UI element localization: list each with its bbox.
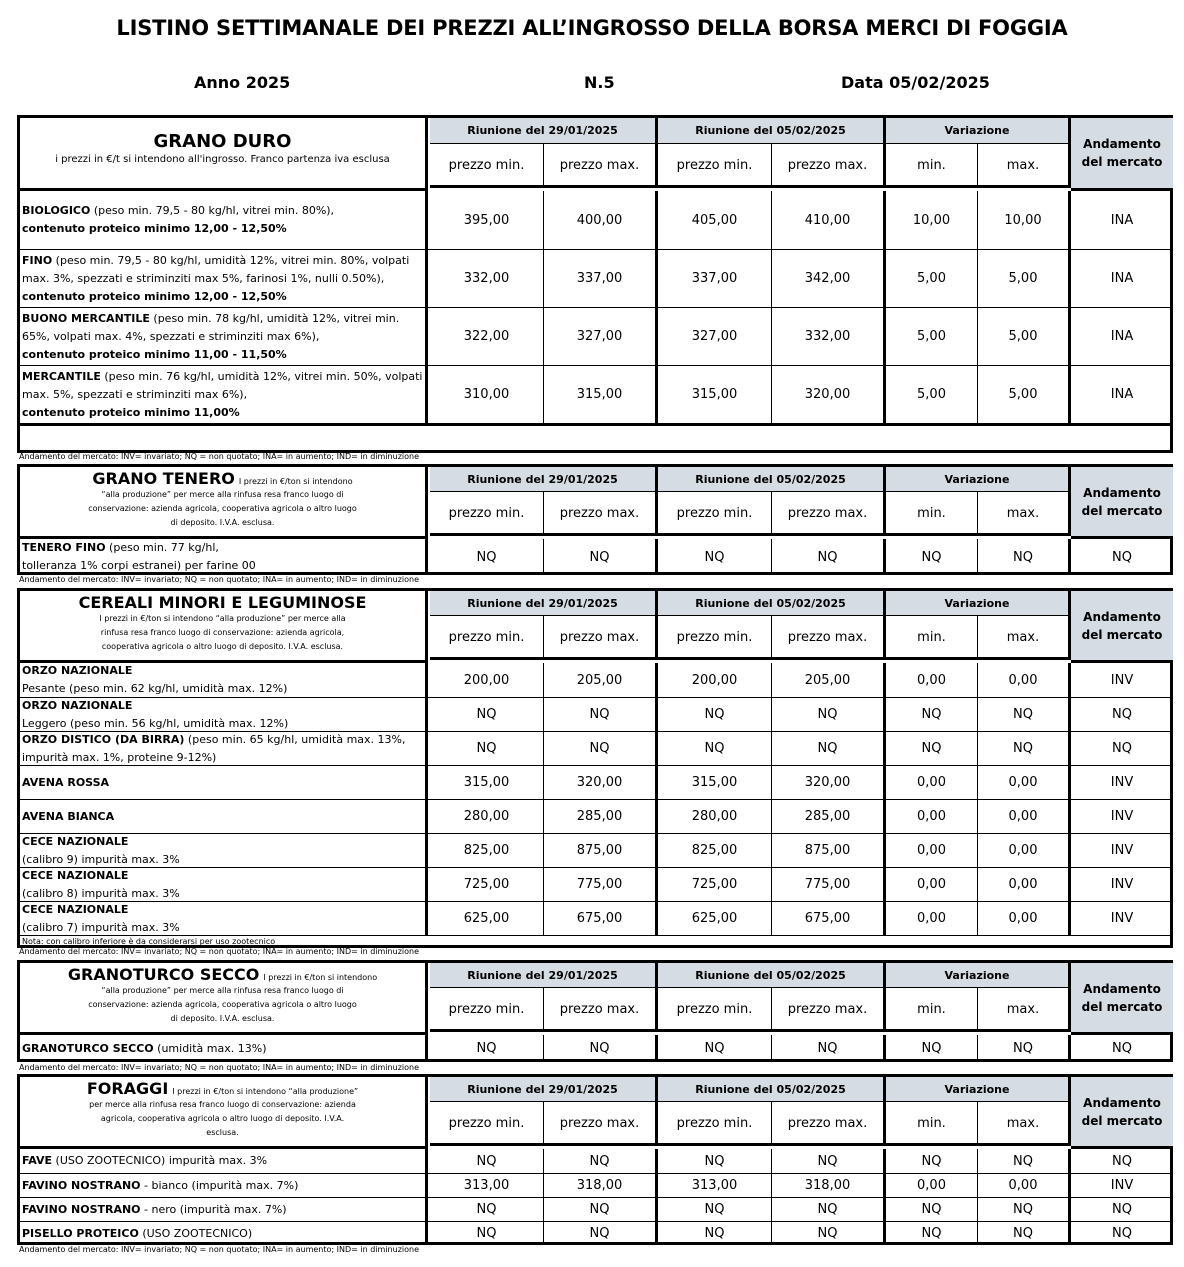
subheader-var-min: min. [886, 988, 978, 1032]
cell-prezzo-min-1: 310,00 [430, 366, 544, 423]
cell-prezzo-max-2: 410,00 [772, 191, 886, 249]
cell-var-min: NQ [886, 1222, 978, 1245]
riunione-2-header: Riunione del 05/02/2025 [658, 467, 886, 492]
cell-prezzo-max-2: 675,00 [772, 902, 886, 935]
cell-prezzo-max-2: NQ [772, 1222, 886, 1245]
cell-prezzo-min-2: 337,00 [658, 250, 772, 307]
row-label [20, 1222, 428, 1245]
subheader-var-min: min. [886, 492, 978, 536]
cell-prezzo-min-1: 200,00 [430, 663, 544, 697]
cell-prezzo-min-1: 280,00 [430, 800, 544, 833]
row-product-name: FAVINO NOSTRANO [22, 1178, 141, 1192]
cell-prezzo-min-1: NQ [430, 1149, 544, 1173]
cell-prezzo-max-1: 337,00 [544, 250, 658, 307]
table-row [20, 1149, 1170, 1173]
row-label [20, 250, 428, 307]
cell-andamento: NQ [1112, 707, 1132, 722]
row-label [20, 1035, 428, 1062]
cell-prezzo-min-1: 315,00 [430, 766, 544, 799]
cell-var-max: 0,00 [978, 663, 1071, 697]
legend-footnote: Andamento del mercato: INV= invariato; NQ = non quotato; INA= in aumento; IND= in diminuzione [19, 575, 419, 584]
section-description: I prezzi in €/ton si intendono “alla produzione” [172, 1087, 359, 1096]
row-product-spec: - bianco (impurità max. 7%) [140, 1178, 299, 1192]
andamento-header [1071, 591, 1173, 663]
cell-var-min: 0,00 [886, 800, 978, 833]
table-row [20, 365, 1170, 423]
cell-andamento: INA [1110, 212, 1134, 228]
cell-prezzo-min-2: 725,00 [658, 868, 772, 901]
row-product-name: FAVINO NOSTRANO [22, 1202, 141, 1216]
cell-andamento: INV [1110, 843, 1134, 858]
section-description: “alla produzione” per merce alla rinfusa resa franco luogo di [101, 490, 344, 499]
subheader-var-min: min. [886, 144, 978, 188]
row-label [20, 308, 428, 365]
andamento-header-label: Andamento del mercato [1081, 609, 1163, 642]
subheader-prezzo-min-1: prezzo min. [430, 144, 544, 188]
cell-prezzo-max-2: 320,00 [772, 766, 886, 799]
subheader-prezzo-min-2: prezzo min. [658, 1102, 772, 1146]
cell-prezzo-max-2: NQ [772, 1149, 886, 1173]
section-description: conservazione: azienda agricola, cooperativa agricola o altro luogo [88, 1000, 357, 1009]
legend-footnote: Andamento del mercato: INV= invariato; NQ = non quotato; INA= in aumento; IND= in diminuzione [19, 947, 419, 956]
row-product-spec: (peso min. 78 kg/hl, umidità 12%, vitrei min. 65%, volpati max. 4%, spezzati e striminziti max 6%), [22, 311, 400, 343]
legend-footnote: Andamento del mercato: INV= invariato; NQ = non quotato; INA= in aumento; IND= in diminuzione [19, 1063, 419, 1072]
subheader-prezzo-max-1: prezzo max. [544, 144, 658, 188]
row-product-name: CECE NAZIONALE [22, 868, 129, 882]
table-row [20, 539, 1170, 575]
table-row [20, 731, 1170, 765]
row-product-spec: (peso min. 65 kg/hl, umidità max. 13%, impurità max. 1%, proteine 9-12%) [22, 732, 406, 764]
cell-var-min: 0,00 [886, 902, 978, 935]
section-title-cell [20, 591, 428, 663]
cell-var-max: 0,00 [978, 766, 1071, 799]
cell-prezzo-min-2: NQ [658, 1198, 772, 1221]
cell-prezzo-max-1: 318,00 [544, 1174, 658, 1197]
cell-prezzo-max-1: 400,00 [544, 191, 658, 249]
row-product-spec: (peso min. 76 kg/hl, umidità 12%, vitrei min. 50%, volpati max. 5%, spezzati e striminziti max 6%), [22, 369, 423, 401]
row-product-detail: tolleranza 1% corpi estranei) per farine 00 [22, 559, 256, 572]
andamento-header [1071, 118, 1173, 191]
row-product-name: TENERO FINO [22, 541, 106, 554]
cell-prezzo-min-2: 280,00 [658, 800, 772, 833]
cell-var-min: NQ [886, 539, 978, 575]
cell-prezzo-max-1: 875,00 [544, 834, 658, 867]
row-product-spec: (umidità max. 13%) [153, 1041, 267, 1055]
cell-andamento: NQ [1112, 741, 1132, 756]
row-label [20, 868, 428, 901]
row-product-spec: (peso min. 79,5 - 80 kg/hl, umidità 12%, vitrei min. 80%, volpati max. 3%, spezzati e striminziti max 5%, farinosi 1%, nulli 0.50%), [22, 253, 410, 285]
table-row [20, 697, 1170, 731]
riunione-2-header: Riunione del 05/02/2025 [658, 591, 886, 616]
row-label [20, 1174, 428, 1197]
section-name: FORAGGI [86, 1079, 169, 1098]
cell-var-min: 10,00 [886, 191, 978, 249]
cell-var-max: 5,00 [978, 366, 1071, 423]
cell-var-max: 0,00 [978, 800, 1071, 833]
cell-var-min: 5,00 [886, 366, 978, 423]
row-product-detail: (calibro 9) impurità max. 3% [22, 852, 180, 866]
subheader-prezzo-max-1: prezzo max. [544, 492, 658, 536]
cell-prezzo-min-2: NQ [658, 539, 772, 575]
subheader-prezzo-max-2: prezzo max. [772, 492, 886, 536]
cell-prezzo-min-2: NQ [658, 1035, 772, 1062]
subheader-var-min: min. [886, 1102, 978, 1146]
riunione-2-header: Riunione del 05/02/2025 [658, 1077, 886, 1102]
cell-var-max: NQ [978, 698, 1071, 731]
row-product-spec: - nero (impurità max. 7%) [140, 1202, 287, 1216]
cell-prezzo-max-1: NQ [544, 732, 658, 765]
table-row [20, 1197, 1170, 1221]
cell-var-max: 5,00 [978, 308, 1071, 365]
cell-prezzo-max-2: 318,00 [772, 1174, 886, 1197]
riunione-1-header: Riunione del 29/01/2025 [430, 1077, 658, 1102]
subheader-prezzo-min-1: prezzo min. [430, 1102, 544, 1146]
subheader-prezzo-min-2: prezzo min. [658, 144, 772, 188]
cell-prezzo-min-1: 313,00 [430, 1174, 544, 1197]
table-row [20, 833, 1170, 867]
row-product-spec: (USO ZOOTECNICO) impurità max. 3% [52, 1154, 268, 1167]
table-row [20, 191, 1170, 249]
section-description: conservazione: azienda agricola, cooperativa agricola o altro luogo [88, 504, 357, 513]
cell-var-min: 0,00 [886, 1174, 978, 1197]
table-row [20, 307, 1170, 365]
cell-prezzo-max-1: NQ [544, 1198, 658, 1221]
row-label [20, 698, 428, 731]
subheader-prezzo-max-1: prezzo max. [544, 988, 658, 1032]
cell-var-max: NQ [978, 1222, 1071, 1245]
cell-var-min: 0,00 [886, 766, 978, 799]
subheader-prezzo-max-2: prezzo max. [772, 144, 886, 188]
cell-prezzo-max-2: NQ [772, 539, 886, 575]
cell-prezzo-max-1: 320,00 [544, 766, 658, 799]
section-description: I prezzi in €/ton si intendono [238, 477, 353, 486]
cell-var-min: NQ [886, 1149, 978, 1173]
section-description: di deposito. I.V.A. esclusa. [170, 1014, 275, 1023]
cell-prezzo-max-2: 875,00 [772, 834, 886, 867]
data-label: Data 05/02/2025 [841, 73, 990, 92]
cell-prezzo-min-2: NQ [658, 732, 772, 765]
cell-var-max: NQ [978, 1149, 1071, 1173]
cell-prezzo-min-1: NQ [430, 539, 544, 575]
cell-prezzo-max-1: 775,00 [544, 868, 658, 901]
cell-var-min: 0,00 [886, 834, 978, 867]
cell-var-max: NQ [978, 1198, 1071, 1221]
section-cereali [17, 588, 1173, 948]
subheader-var-max: max. [978, 492, 1071, 536]
section-title-cell [20, 963, 428, 1035]
cell-var-min: NQ [886, 698, 978, 731]
riunione-1-header: Riunione del 29/01/2025 [430, 118, 658, 144]
cell-prezzo-max-1: 315,00 [544, 366, 658, 423]
cell-andamento: INV [1110, 672, 1134, 688]
row-label [20, 732, 428, 765]
subheader-var-max: max. [978, 1102, 1071, 1146]
cell-prezzo-min-1: 395,00 [430, 191, 544, 249]
cell-var-min: 5,00 [886, 250, 978, 307]
cell-prezzo-max-2: 332,00 [772, 308, 886, 365]
section-description: esclusa. [206, 1128, 239, 1137]
section-title-cell [20, 467, 428, 539]
cell-prezzo-max-2: 285,00 [772, 800, 886, 833]
row-protein-content: contenuto proteico minimo 11,00 - 11,50% [22, 347, 287, 361]
andamento-header-label: Andamento del mercato [1081, 137, 1163, 169]
cell-var-max: NQ [978, 539, 1071, 575]
row-product-name: ORZO DISTICO (DA BIRRA) [22, 732, 185, 746]
cell-var-min: NQ [886, 1035, 978, 1062]
section-name: GRANOTURCO SECCO [67, 965, 260, 984]
variazione-header: Variazione [886, 118, 1071, 144]
riunione-2-header: Riunione del 05/02/2025 [658, 963, 886, 988]
cell-prezzo-min-2: 315,00 [658, 366, 772, 423]
subheader-prezzo-min-1: prezzo min. [430, 988, 544, 1032]
cell-prezzo-max-2: 775,00 [772, 868, 886, 901]
row-label [20, 800, 428, 833]
cell-prezzo-max-2: NQ [772, 732, 886, 765]
subheader-var-max: max. [978, 144, 1071, 188]
section-description: I prezzi in €/ton si intendono “alla produzione” per merce alla [99, 614, 346, 623]
cell-var-max: 5,00 [978, 250, 1071, 307]
section-title-cell [20, 118, 428, 191]
section-name: GRANO TENERO [92, 469, 235, 488]
cell-prezzo-min-1: NQ [430, 1035, 544, 1062]
row-product-spec: (USO ZOOTECNICO) [138, 1226, 253, 1240]
row-product-name: CECE NAZIONALE [22, 902, 129, 916]
cell-andamento: INV [1110, 775, 1134, 790]
anno-label: Anno 2025 [194, 73, 291, 92]
cell-prezzo-max-2: NQ [772, 1198, 886, 1221]
cell-prezzo-min-1: 625,00 [430, 902, 544, 935]
row-product-name: ORZO NAZIONALE [22, 698, 133, 712]
cell-var-max: 0,00 [978, 902, 1071, 935]
row-label [20, 834, 428, 867]
cell-prezzo-min-2: NQ [658, 1149, 772, 1173]
cell-var-max: 0,00 [978, 868, 1071, 901]
cell-andamento: NQ [1112, 1153, 1132, 1169]
row-label [20, 539, 428, 575]
subheader-prezzo-max-2: prezzo max. [772, 988, 886, 1032]
subheader-prezzo-max-1: prezzo max. [544, 616, 658, 660]
row-protein-content: contenuto proteico minimo 12,00 - 12,50% [22, 222, 287, 235]
subheader-prezzo-max-2: prezzo max. [772, 1102, 886, 1146]
cell-var-max: 10,00 [978, 191, 1071, 249]
andamento-header [1071, 1077, 1173, 1149]
cell-prezzo-min-1: 332,00 [430, 250, 544, 307]
cell-prezzo-min-1: NQ [430, 1222, 544, 1245]
section-description: per merce alla rinfusa resa franco luogo di conservazione: azienda [89, 1100, 356, 1109]
riunione-1-header: Riunione del 29/01/2025 [430, 963, 658, 988]
row-product-name: ORZO NAZIONALE [22, 664, 133, 677]
section-description: cooperativa agricola o altro luogo di deposito. I.V.A. esclusa. [101, 642, 344, 651]
cell-prezzo-min-2: 315,00 [658, 766, 772, 799]
subheader-prezzo-max-1: prezzo max. [544, 1102, 658, 1146]
row-product-name: BIOLOGICO [22, 204, 91, 217]
table-row [20, 249, 1170, 307]
page-title: LISTINO SETTIMANALE DEI PREZZI ALL’INGROSSO DELLA BORSA MERCI DI FOGGIA [116, 16, 1068, 40]
row-protein-content: contenuto proteico minimo 11,00% [22, 405, 240, 419]
section-note: Nota: con calibro inferiore è da considerarsi per uso zootecnico [20, 935, 1170, 948]
cell-prezzo-min-2: 405,00 [658, 191, 772, 249]
table-row [20, 1173, 1170, 1197]
variazione-header: Variazione [886, 1077, 1071, 1102]
cell-prezzo-min-1: NQ [430, 698, 544, 731]
subheader-prezzo-min-2: prezzo min. [658, 492, 772, 536]
cell-var-max: 0,00 [978, 834, 1071, 867]
cell-andamento: INA [1110, 329, 1134, 344]
row-product-spec: (peso min. 77 kg/hl, [105, 541, 219, 554]
row-product-name: MERCANTILE [22, 369, 101, 383]
cell-andamento: INV [1110, 809, 1134, 824]
row-product-name: FAVE [22, 1154, 53, 1167]
table-row [20, 1221, 1170, 1245]
section-description: I prezzi in €/ton si intendono [263, 973, 378, 982]
cell-andamento: INA [1110, 271, 1134, 286]
variazione-header: Variazione [886, 467, 1071, 492]
cell-prezzo-min-1: NQ [430, 1198, 544, 1221]
cell-prezzo-min-2: 200,00 [658, 663, 772, 697]
cell-andamento: INV [1110, 877, 1134, 892]
cell-var-max: NQ [978, 1035, 1071, 1062]
row-label [20, 766, 428, 799]
row-product-detail: Pesante (peso min. 62 kg/hl, umidità max. 12%) [22, 682, 288, 695]
section-description: di deposito. I.V.A. esclusa. [170, 518, 275, 527]
cell-prezzo-max-1: NQ [544, 1222, 658, 1245]
cell-prezzo-max-2: 320,00 [772, 366, 886, 423]
row-label [20, 191, 428, 249]
row-product-name: BUONO MERCANTILE [22, 311, 150, 325]
row-product-name: AVENA BIANCA [22, 809, 115, 823]
variazione-header: Variazione [886, 591, 1071, 616]
variazione-header: Variazione [886, 963, 1071, 988]
cell-var-min: 5,00 [886, 308, 978, 365]
cell-prezzo-min-2: NQ [658, 1222, 772, 1245]
numero-label: N.5 [584, 73, 615, 92]
andamento-header-label: Andamento del mercato [1081, 981, 1163, 1014]
section-grano-duro [17, 115, 1173, 453]
row-product-name: AVENA ROSSA [22, 775, 110, 789]
cell-andamento: INA [1110, 387, 1134, 402]
legend-footnote: Andamento del mercato: INV= invariato; NQ = non quotato; INA= in aumento; IND= in diminuzione [19, 1245, 419, 1254]
cell-prezzo-min-1: 322,00 [430, 308, 544, 365]
row-product-name: GRANOTURCO SECCO [22, 1041, 154, 1055]
cell-andamento: NQ [1112, 549, 1132, 565]
riunione-2-header: Riunione del 05/02/2025 [658, 118, 886, 144]
cell-prezzo-min-2: 327,00 [658, 308, 772, 365]
section-name: CEREALI MINORI E LEGUMINOSE [78, 593, 367, 612]
subheader-var-max: max. [978, 616, 1071, 660]
cell-var-max: NQ [978, 732, 1071, 765]
andamento-header-label: Andamento del mercato [1081, 1095, 1163, 1128]
table-row [20, 663, 1170, 697]
cell-prezzo-min-2: NQ [658, 698, 772, 731]
section-grano-tenero [17, 464, 1173, 575]
section-description: i prezzi in €/t si intendono all'ingrosso. Franco partenza iva esclusa [55, 154, 390, 165]
cell-andamento: INV [1110, 1178, 1134, 1193]
row-product-name: CECE NAZIONALE [22, 834, 129, 848]
cell-andamento: INV [1110, 911, 1134, 926]
table-row [20, 765, 1170, 799]
cell-prezzo-max-1: NQ [544, 539, 658, 575]
cell-prezzo-min-1: 725,00 [430, 868, 544, 901]
section-granoturco [17, 960, 1173, 1062]
row-label [20, 1198, 428, 1221]
cell-prezzo-max-2: NQ [772, 698, 886, 731]
subheader-var-max: max. [978, 988, 1071, 1032]
subheader-var-min: min. [886, 616, 978, 660]
section-description: “alla produzione” per merce alla rinfusa resa franco luogo di [101, 986, 344, 995]
section-foraggi [17, 1074, 1173, 1245]
cell-prezzo-max-2: NQ [772, 1035, 886, 1062]
empty-row [20, 423, 1170, 453]
subheader-prezzo-min-1: prezzo min. [430, 492, 544, 536]
cell-prezzo-max-1: 327,00 [544, 308, 658, 365]
row-label [20, 663, 428, 697]
cell-var-min: 0,00 [886, 663, 978, 697]
row-product-detail: (calibro 8) impurità max. 3% [22, 886, 180, 900]
cell-prezzo-min-1: 825,00 [430, 834, 544, 867]
cell-prezzo-max-1: 205,00 [544, 663, 658, 697]
table-row [20, 867, 1170, 901]
row-product-detail: Leggero (peso min. 56 kg/hl, umidità max. 12%) [22, 716, 289, 730]
section-name: GRANO DURO [153, 131, 292, 152]
cell-prezzo-max-1: 675,00 [544, 902, 658, 935]
section-title-cell [20, 1077, 428, 1149]
row-product-name: PISELLO PROTEICO [22, 1226, 139, 1240]
cell-var-max: 0,00 [978, 1174, 1071, 1197]
section-description: rinfusa resa franco luogo di conservazione: azienda agricola, [100, 628, 345, 637]
row-label [20, 1149, 428, 1173]
cell-prezzo-max-1: NQ [544, 1149, 658, 1173]
andamento-header-label: Andamento del mercato [1081, 485, 1163, 518]
cell-var-min: 0,00 [886, 868, 978, 901]
row-label [20, 902, 428, 935]
cell-prezzo-max-1: NQ [544, 698, 658, 731]
section-description: agricola, cooperativa agricola o altro luogo di deposito. I.V.A. [100, 1114, 345, 1123]
cell-prezzo-max-1: NQ [544, 1035, 658, 1062]
subheader-prezzo-max-2: prezzo max. [772, 616, 886, 660]
cell-andamento: NQ [1112, 1226, 1132, 1241]
row-product-spec: (peso min. 79,5 - 80 kg/hl, vitrei min. 80%), [90, 204, 335, 217]
cell-prezzo-min-2: 313,00 [658, 1174, 772, 1197]
cell-prezzo-max-1: 285,00 [544, 800, 658, 833]
cell-var-min: NQ [886, 1198, 978, 1221]
cell-prezzo-min-2: 625,00 [658, 902, 772, 935]
legend-footnote: Andamento del mercato: INV= invariato; NQ = non quotato; INA= in aumento; IND= in diminuzione [19, 452, 419, 461]
row-product-detail: (calibro 7) impurità max. 3% [22, 920, 180, 934]
row-protein-content: contenuto proteico minimo 12,00 - 12,50% [22, 289, 287, 303]
riunione-1-header: Riunione del 29/01/2025 [430, 591, 658, 616]
subheader-prezzo-min-2: prezzo min. [658, 616, 772, 660]
table-row [20, 1035, 1170, 1062]
subheader-prezzo-min-1: prezzo min. [430, 616, 544, 660]
cell-andamento: NQ [1112, 1202, 1132, 1217]
andamento-header [1071, 467, 1173, 539]
cell-andamento: NQ [1112, 1041, 1132, 1056]
table-row [20, 901, 1170, 935]
cell-prezzo-max-2: 342,00 [772, 250, 886, 307]
row-product-name: FINO [22, 253, 53, 267]
cell-prezzo-min-1: NQ [430, 732, 544, 765]
cell-prezzo-min-2: 825,00 [658, 834, 772, 867]
riunione-1-header: Riunione del 29/01/2025 [430, 467, 658, 492]
cell-prezzo-max-2: 205,00 [772, 663, 886, 697]
row-label [20, 366, 428, 423]
cell-var-min: NQ [886, 732, 978, 765]
table-row [20, 799, 1170, 833]
subheader-prezzo-min-2: prezzo min. [658, 988, 772, 1032]
andamento-header [1071, 963, 1173, 1035]
